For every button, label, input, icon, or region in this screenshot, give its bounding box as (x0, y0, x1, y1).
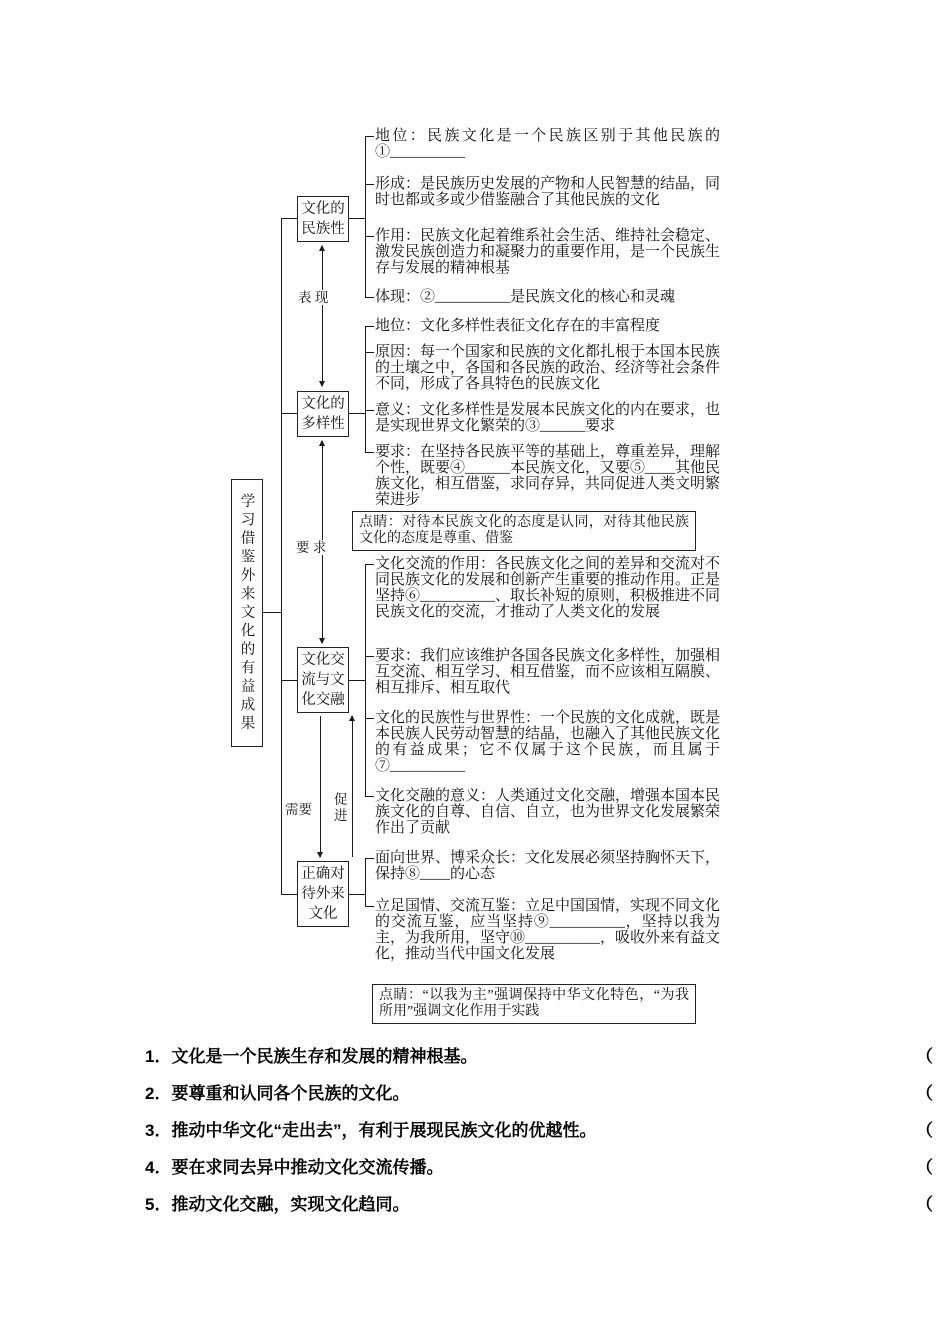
arrowhead-up-icon (319, 440, 325, 446)
branch-label: 正确对待外来文化 (301, 866, 345, 922)
statement-row (145, 1120, 950, 1142)
arrowhead-up-icon (319, 245, 325, 251)
branch-spine-line (365, 564, 366, 797)
arrowhead-down-icon (319, 381, 325, 387)
tick-line (365, 184, 374, 185)
leaf-item: 地位：文化多样性表征文化存在的丰富程度 (375, 318, 661, 334)
arrowhead-up-icon (349, 715, 355, 721)
statement-number: 2． (145, 1084, 172, 1103)
branch-spine-line (365, 858, 366, 907)
branch-label: 文化的民族性 (301, 201, 345, 237)
connector-line (349, 894, 365, 895)
connector-line (281, 894, 297, 895)
statement-number: 1． (145, 1047, 172, 1066)
statement-row (145, 1046, 950, 1068)
note-box: 点睛：对待本民族文化的态度是认同，对待其他民族文化的态度是尊重、借鉴 (352, 511, 696, 551)
statement-text: 推动文化交融，实现文化趋同。 (171, 1195, 410, 1214)
branch-spine-line (365, 326, 366, 453)
connector-line (281, 218, 297, 219)
leaf-item: 原因：每一个国家和民族的文化都扎根于本国本民族的土壤之中，各国和各民族的政治、经济等社会条件不同，形成了各具特色的民族文化 (375, 344, 721, 392)
connector-line (349, 413, 365, 414)
tick-line (365, 796, 374, 797)
root-node (231, 479, 263, 747)
edge-label-manifestation: 表 现 (298, 290, 329, 305)
paren-mark: （ (916, 1121, 933, 1140)
branch-node-national-character (297, 196, 349, 242)
note-box: 点睛：“以我为主”强调保持中华文化特色，“为我所用”强调文化作用于实践 (372, 984, 696, 1024)
statement-row (145, 1157, 950, 1179)
branch-label: 文化交流与文化交融 (301, 652, 345, 708)
arrowhead-down-icon (319, 638, 325, 644)
tick-line (365, 564, 374, 565)
leaf-item: 要求：在坚持各民族平等的基础上，尊重差异，理解个性，既要④______本民族文化，又要⑤____其他民族文化，相互借鉴，求同存异，共同促进人类文明繁荣进步 (375, 444, 721, 508)
edge-arrow-promote (352, 716, 353, 857)
root-node-label: 学习借鉴外来文化的有益成果 (238, 492, 255, 734)
leaf-item: 作用：民族文化起着维系社会生活、维持社会稳定、激发民族创造力和凝聚力的重要作用，是一个民族生存与发展的精神根基 (375, 228, 721, 276)
paren-mark: （ (916, 1195, 933, 1214)
leaf-item: 体现：②__________是民族文化的核心和灵魂 (375, 289, 676, 305)
tick-line (365, 326, 374, 327)
edge-arrow-manifestation (322, 246, 323, 386)
leaf-item: 文化的民族性与世界性：一个民族的文化成就，既是本民族人民劳动智慧的结晶，也融入了其他民族文化的有益成果；它不仅属于这个民族，而且属于⑦__________ (375, 710, 721, 774)
tick-line (365, 452, 374, 453)
connector-line (263, 612, 281, 613)
trunk-spine-line (281, 218, 282, 894)
edge-arrow-need (320, 716, 321, 857)
leaf-item: 面向世界、博采众长：文化发展必须坚持胸怀天下，保持⑧____的心态 (375, 850, 721, 882)
edge-label-promote: 促进 (334, 792, 348, 823)
leaf-item: 地位：民族文化是一个民族区别于其他民族的①__________ (375, 128, 720, 160)
statement-text: 要尊重和认同各个民族的文化。 (171, 1084, 410, 1103)
leaf-item: 立足国情、交流互鉴：立足中国国情，实现不同文化的交流互鉴，应当坚持⑨__________，坚持以我为主，为我所用，坚守⑩__________，吸收外来有益文化，推动当代中国文化发展 (375, 898, 721, 962)
arrowhead-down-icon (317, 852, 323, 858)
tick-line (365, 297, 374, 298)
leaf-item: 要求：我们应该维护各国各民族文化多样性，加强相互交流、相互学习、相互借鉴，而不应该相互隔膜、相互排斥、相互取代 (375, 648, 721, 696)
tick-line (365, 906, 374, 907)
statement-number: 5． (145, 1195, 172, 1214)
tick-line (365, 352, 374, 353)
edge-label-need: 需要 (285, 802, 312, 817)
leaf-item: 意义：文化多样性是发展本民族文化的内在要求，也是实现世界文化繁荣的③______要求 (375, 402, 721, 434)
statement-row (145, 1083, 950, 1105)
tick-line (365, 656, 374, 657)
tick-line (365, 858, 374, 859)
statement-row (145, 1194, 950, 1216)
branch-spine-line (365, 136, 366, 298)
leaf-item: 文化交融的意义：人类通过文化交融，增强本国本民族文化的自尊、自信、自立，也为世界文化发展繁荣作出了贡献 (375, 788, 721, 836)
connector-line (349, 218, 365, 219)
tick-line (365, 410, 374, 411)
branch-label: 文化的多样性 (301, 396, 345, 432)
leaf-item: 形成：是民族历史发展的产物和人民智慧的结晶，同时也都或多或少借鉴融合了其他民族的文化 (375, 176, 721, 208)
paren-mark: （ (916, 1047, 933, 1066)
tick-line (365, 136, 374, 137)
branch-node-exchange-integration (297, 647, 349, 713)
branch-node-cultural-diversity (297, 391, 349, 437)
statement-text: 要在求同去异中推动文化交流传播。 (171, 1158, 444, 1177)
statement-text: 文化是一个民族生存和发展的精神根基。 (171, 1047, 478, 1066)
statement-number: 4． (145, 1158, 172, 1177)
branch-node-foreign-culture (297, 861, 349, 927)
edge-label-requirement: 要 求 (296, 540, 327, 555)
paren-mark: （ (916, 1084, 933, 1103)
connector-line (281, 680, 297, 681)
connector-line (349, 680, 365, 681)
statement-number: 3． (145, 1121, 172, 1140)
tick-line (365, 236, 374, 237)
paren-mark: （ (916, 1158, 933, 1177)
connector-line (281, 413, 297, 414)
statement-text: 推动中华文化“走出去”，有利于展现民族文化的优越性。 (171, 1121, 597, 1140)
tick-line (365, 718, 374, 719)
leaf-item: 文化交流的作用：各民族文化之间的差异和交流对不同民族文化的发展和创新产生重要的推动作用。正是坚持⑥__________、取长补短的原则，积极推进不同民族文化的交流，才推动了人类文化的发展 (375, 556, 721, 620)
